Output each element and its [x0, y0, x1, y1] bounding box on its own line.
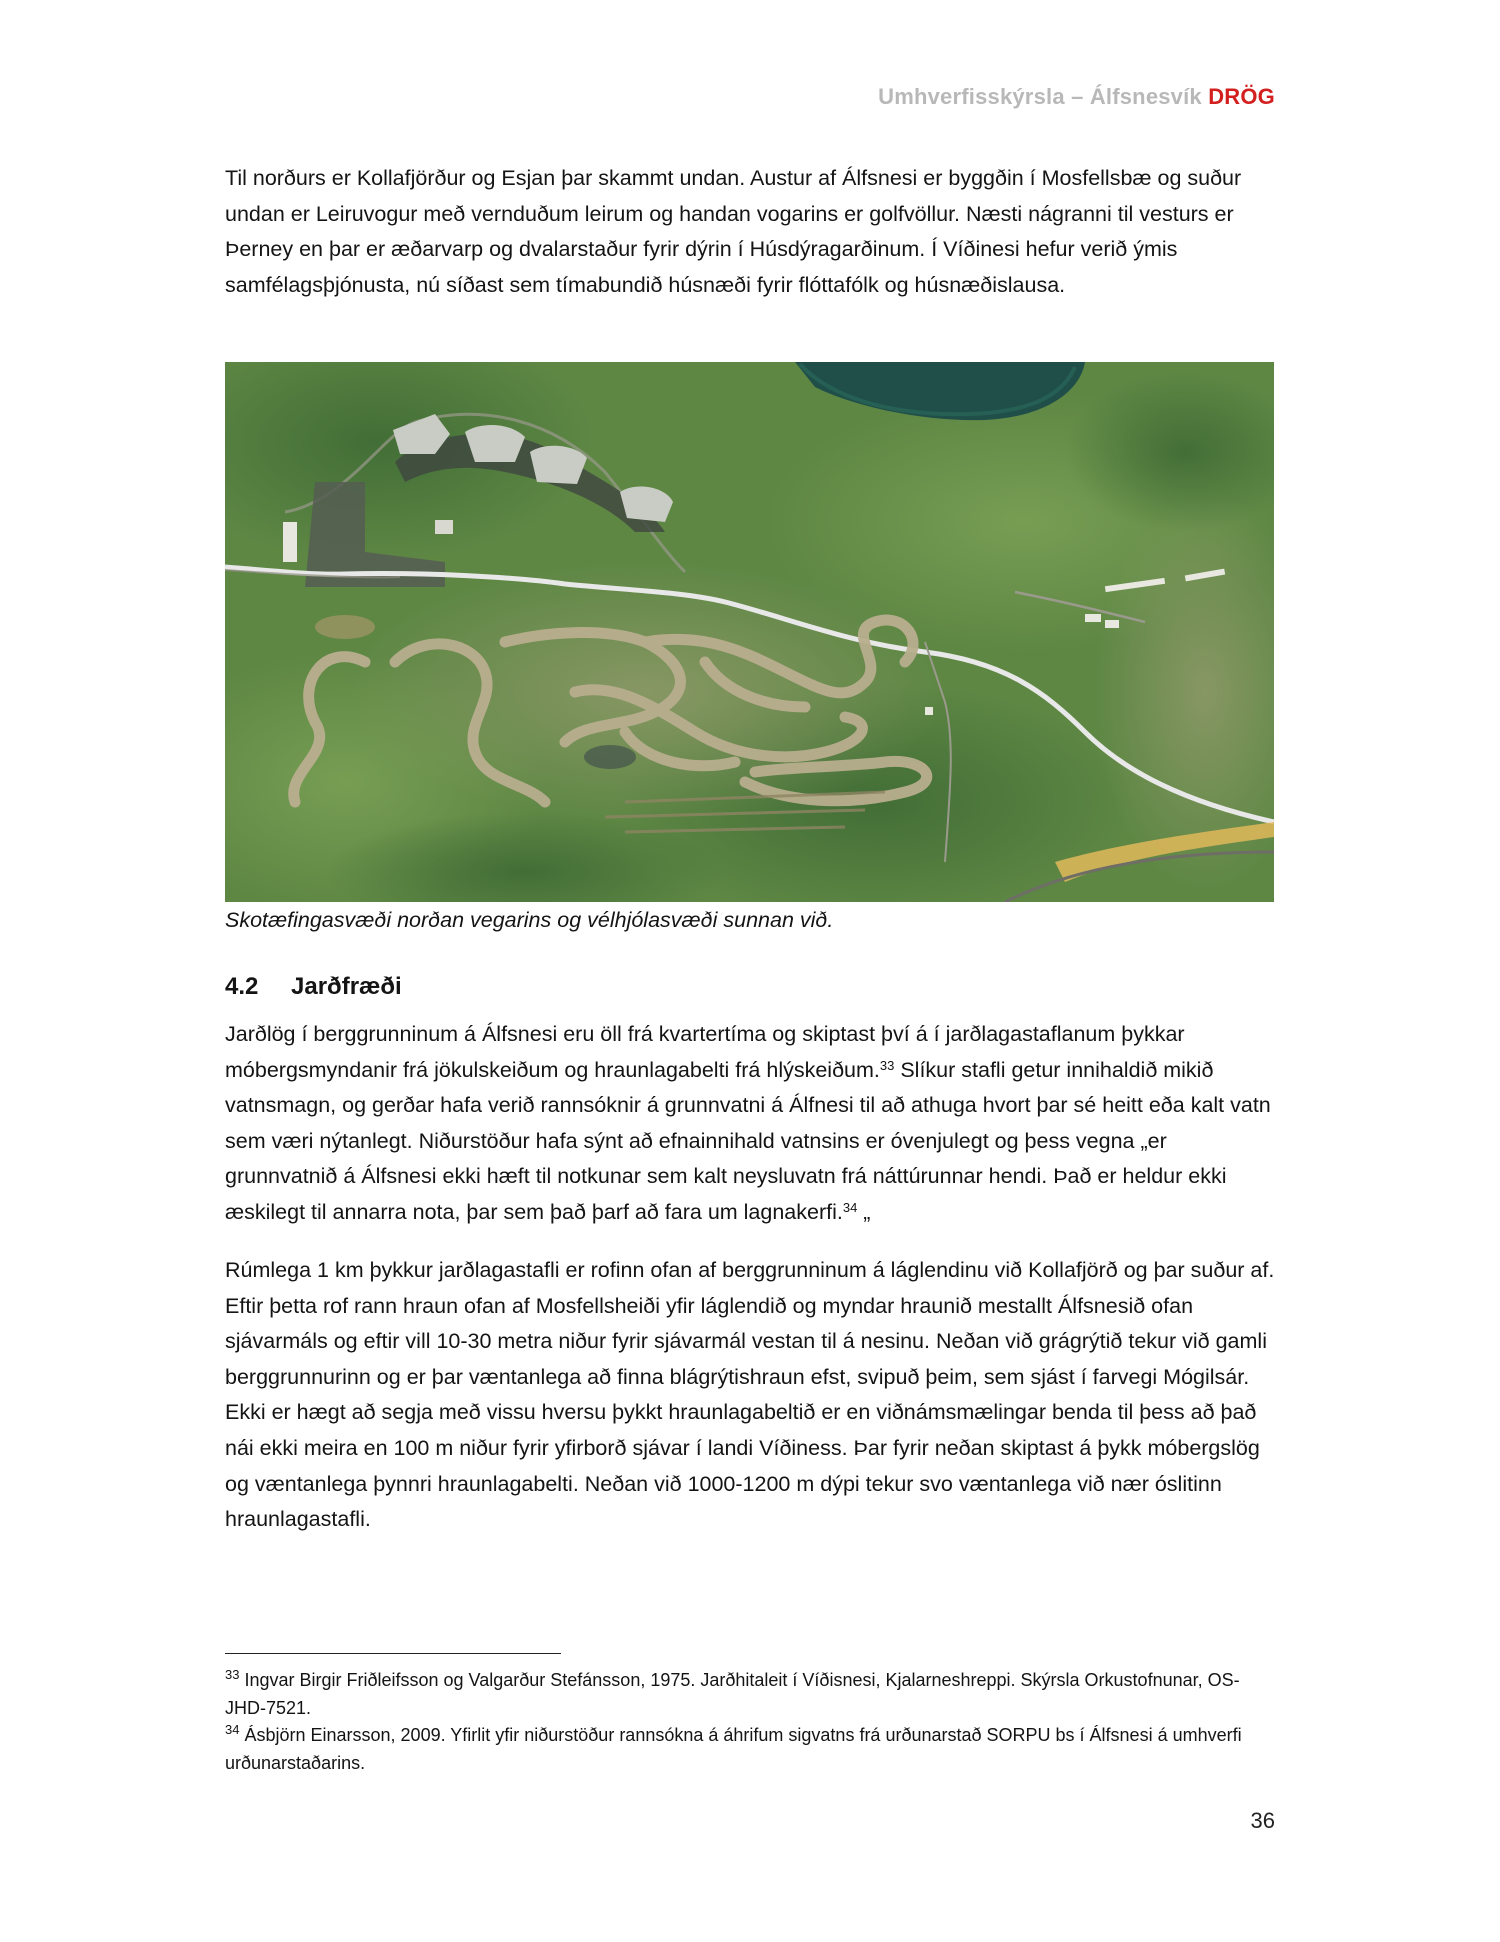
- section-number: 4.2: [225, 973, 259, 1000]
- footnotes: [225, 1667, 1275, 1777]
- draft-label: DRÖG: [1208, 84, 1275, 109]
- footnote-text: Ingvar Birgir Friðleifsson og Valgarður Stefánsson, 1975. Jarðhitaleit í Víðisnesi, Kjalarneshreppi. Skýrsla Orkustofnunar, OS-JHD-7521.: [225, 1670, 1240, 1718]
- geology-text-part2: Slíkur stafli getur innihaldið mikið vatnsmagn, og gerðar hafa verið rannsóknir á grunnvatni á Álfnesi til að athuga hvort þar sé heitt eða kalt vatn sem væri nýtanlegt. Niðurstöður hafa sýnt að efnainnihald vatnsins er óvenjulegt og þess vegna „er grunnvatnið á Álfsnesi ekki hæft til notkunar sem kalt neysluvatn frá náttúrunnar hendi. Það er heldur ekki æskilegt til annarra nota, þar sem það þarf að fara um lagnakerfi.: [225, 1057, 1271, 1224]
- footnote-33: [225, 1667, 1275, 1722]
- footnote-number: 34: [225, 1722, 240, 1737]
- figure-caption: Skotæfingasvæði norðan vegarins og vélhjólasvæði sunnan við.: [225, 908, 834, 932]
- footnote-ref-34[interactable]: 34: [842, 1199, 858, 1215]
- header-title: Umhverfisskýrsla – Álfsnesvík: [878, 84, 1202, 109]
- geology-paragraph: [225, 1017, 1275, 1231]
- footnote-ref-33[interactable]: 33: [879, 1057, 895, 1073]
- footnote-34: [225, 1722, 1275, 1777]
- section-title: Jarðfræði: [291, 973, 402, 1000]
- footnote-number: 33: [225, 1667, 240, 1682]
- footnote-text: Ásbjörn Einarsson, 2009. Yfirlit yfir niðurstöður rannsókna á áhrifum sigvatns frá urðunarstað SORPU bs í Álfsnesi á umhverfi urðunarstaðarins.: [225, 1725, 1242, 1773]
- aerial-photo: [225, 362, 1274, 902]
- intro-paragraph: Til norðurs er Kollafjörður og Esjan þar skammt undan. Austur af Álfsnesi er byggðin í Mosfellsbæ og suður undan er Leiruvogur með vernduðum leirum og handan vogarins er golfvöllur. Næsti nágranni til vesturs er Þerney en þar er æðarvarp og dvalarstaður fyrir dýrin í Húsdýragarðinum. Í Víðinesi hefur verið ýmis samfélagsþjónusta, nú síðast sem tímabundið húsnæði fyrir flóttafólk og húsnæðislausa.: [225, 166, 1242, 297]
- geology-text-part3: „: [857, 1199, 871, 1224]
- running-header: [878, 84, 1275, 110]
- footnote-separator: [225, 1653, 561, 1654]
- section-heading: [225, 973, 402, 1001]
- geology-text-part1: Jarðlög í berggrunninum á Álfsnesi eru öll frá kvartertíma og skiptast því á í jarðlagastaflanum þykkar móbergsmyndanir frá jökulskeiðum og hraunlagabelti frá hlýskeiðum.: [225, 1022, 1185, 1082]
- strata-paragraph: Rúmlega 1 km þykkur jarðlagastafli er rofinn ofan af berggrunninum á láglendinu við Kollafjörð og þar suður af. Eftir þetta rof rann hraun ofan af Mosfellsheiði yfir láglendið og myndar hraunið mestallt Álfsnesið ofan sjávarmáls og eftir vill 10-30 metra niður fyrir sjávarmál vestan til á nesinu. Neðan við grágrýtið tekur við gamli berggrunnurinn og er þar væntanlega að finna blágrýtishraun efst, svipuð þeim, sem sjást í farvegi Mógilsár. Ekki er hægt að segja með vissu hversu þykkt hraunlagabeltið er en viðnámsmælingar benda til þess að það nái ekki meira en 100 m niður fyrir yfirborð sjávar í landi Víðiness. Þar fyrir neðan skiptast á þykk móbergslög og væntanlega þynnri hraunlagabelti. Neðan við 1000-1200 m dýpi tekur svo væntanlega við nær óslitinn hraunlagastafli.: [225, 1258, 1275, 1532]
- aerial-photo-drawing: [225, 362, 1274, 902]
- page-number: 36: [1250, 1808, 1275, 1833]
